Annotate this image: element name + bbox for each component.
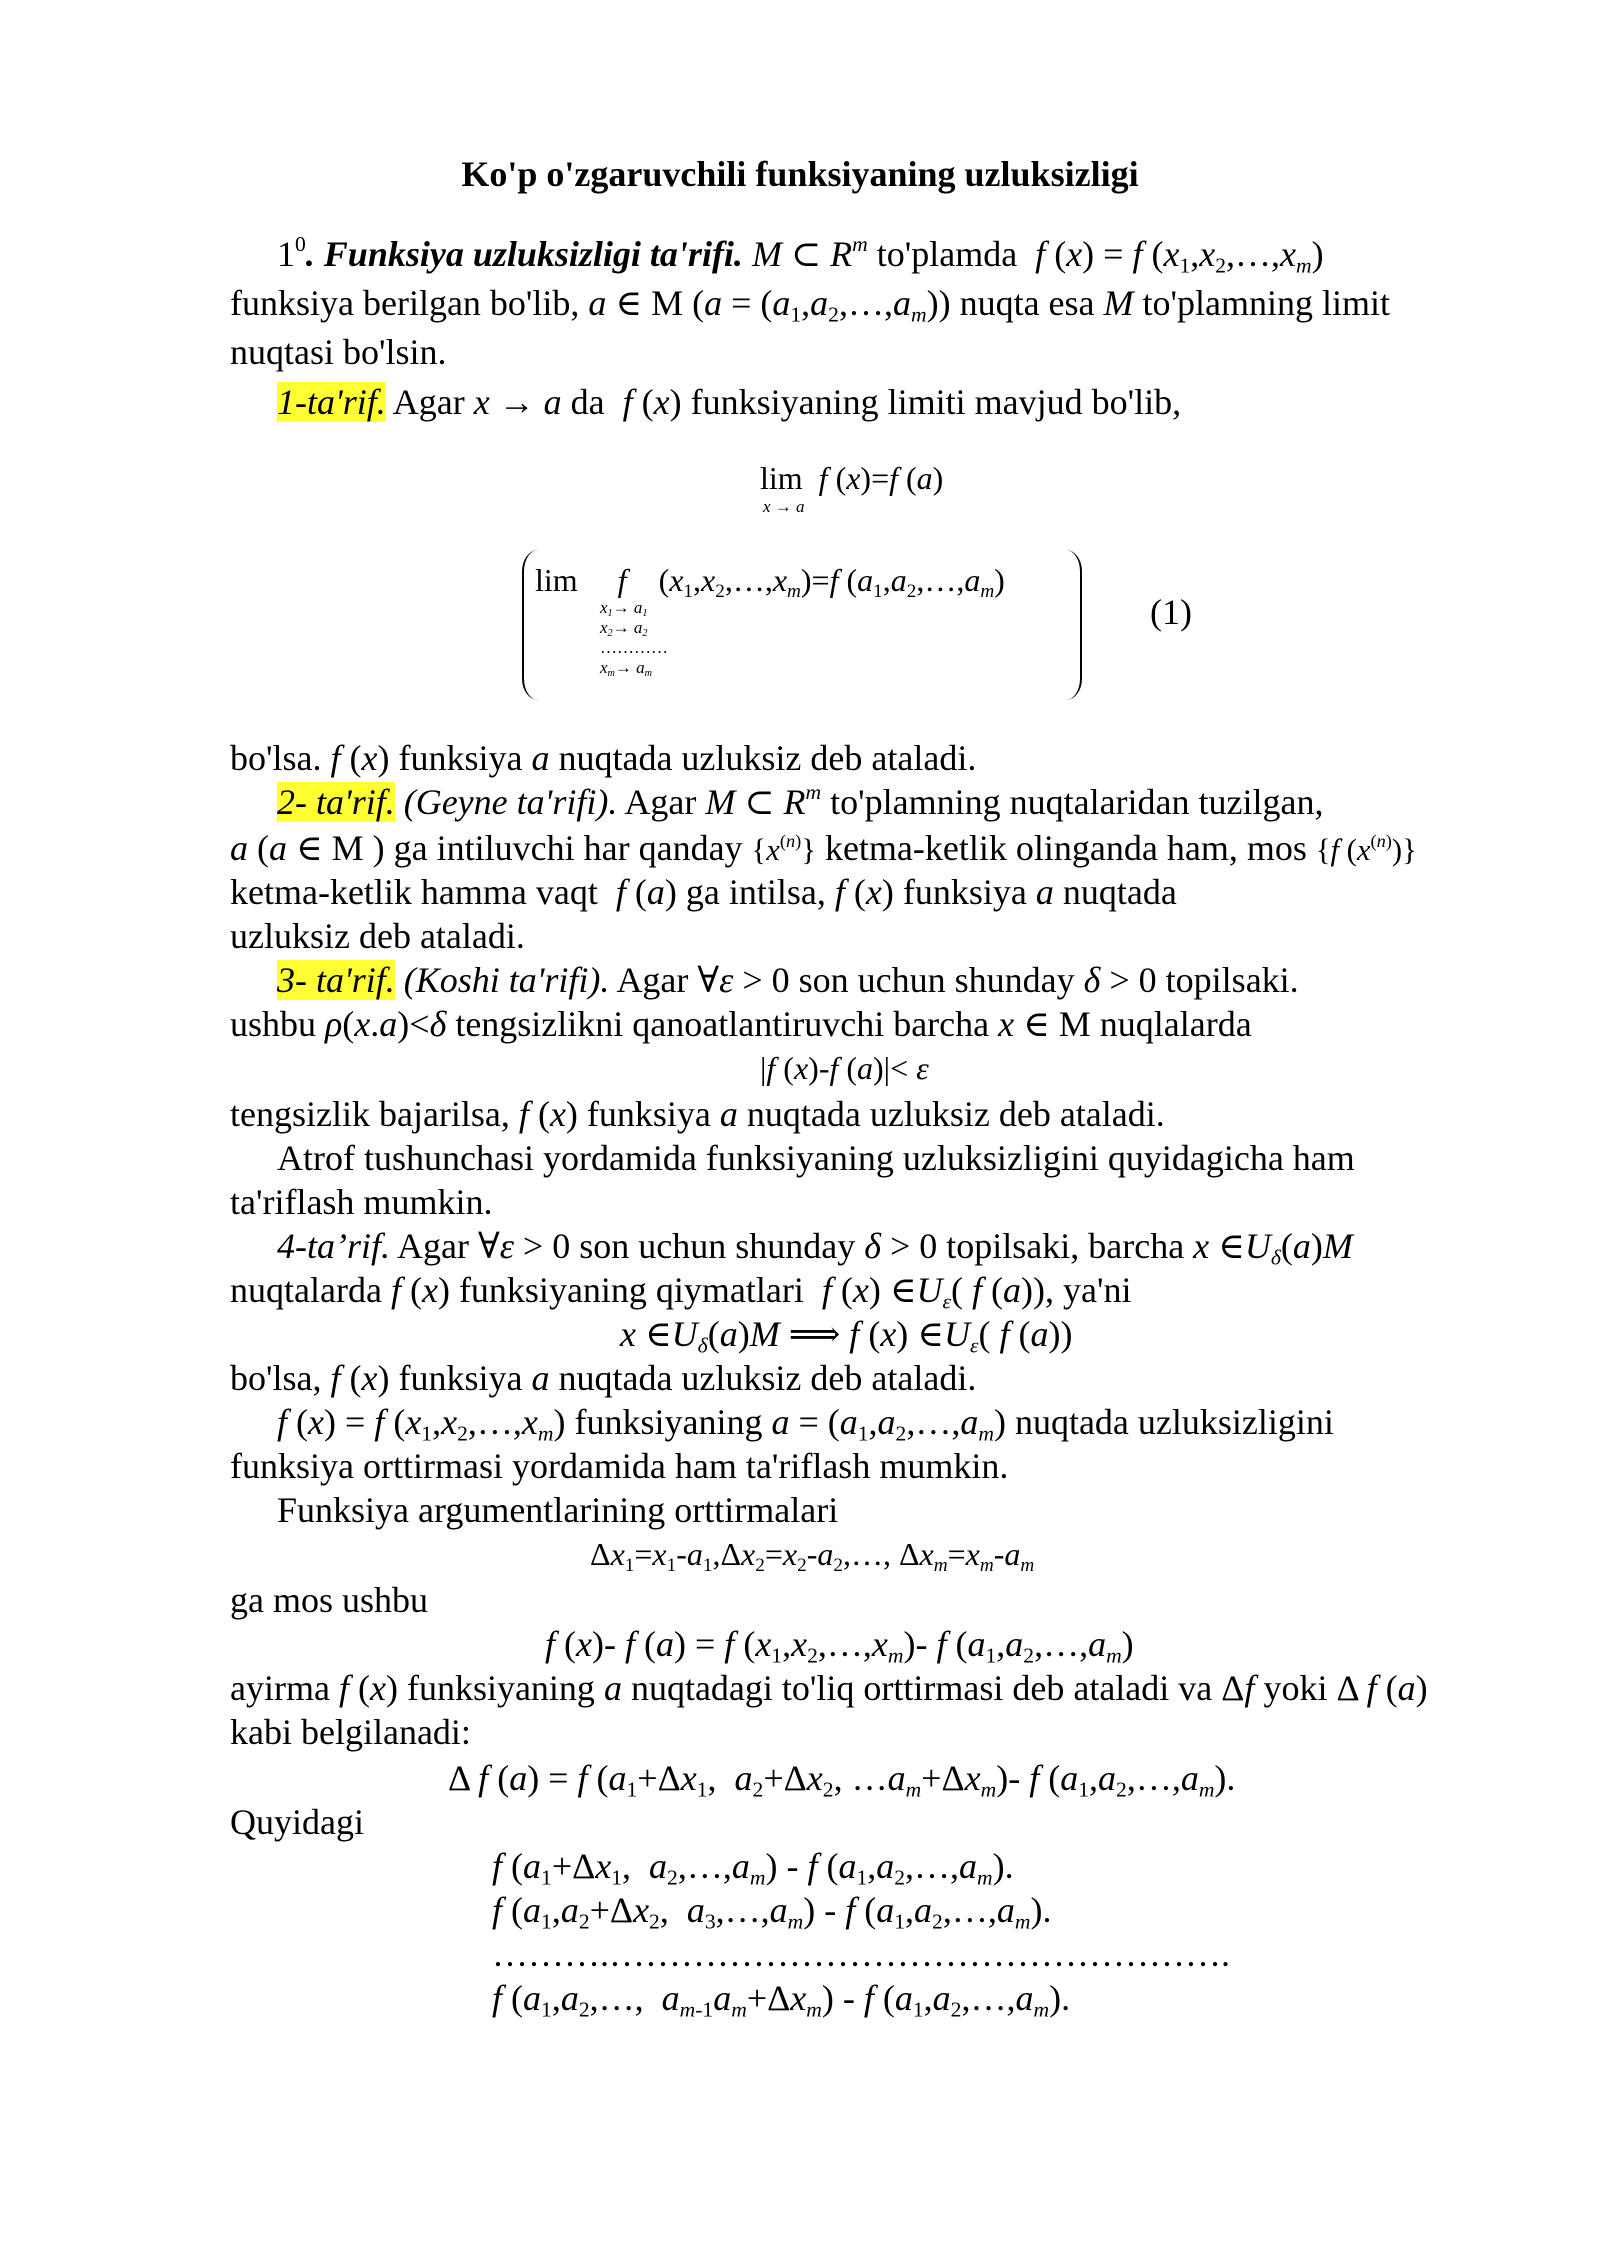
increment-line-2: funksiya orttirmasi yordamida ham ta'riflash mumkin. bbox=[230, 1446, 1009, 1486]
total-increment-formula: Δ f (a) = f ($a_1+\Delta x_1$, $a_2+\Delta x_2$, $\dots a_m+\Delta x_m)-$ f $(a_1,a_2,\dots,a_m)$. bbox=[448, 1758, 1236, 1802]
atrof-line-2: ta'riflash mumkin. bbox=[230, 1182, 493, 1222]
section-superscript: 0 bbox=[295, 231, 306, 256]
def4-text: Agar bbox=[397, 1226, 469, 1266]
def4-text: bo'lsa, bbox=[230, 1358, 322, 1398]
page-title: Ko'p o'zgaruvchili funksiyaning uzluksizligi bbox=[461, 154, 1139, 194]
def4-text: topilsaki, barcha bbox=[946, 1226, 1185, 1266]
section-line-3: nuqtasi bo'lsin. bbox=[230, 332, 447, 372]
section-number: 1 bbox=[277, 234, 295, 274]
increment-line-5: ayirma f (x) funksiyaning a nuqtadagi to'liq orttirmasi deb ataladi va Δf yoki Δ f (a) bbox=[230, 1668, 1428, 1708]
definition-3-line: 3- ta'rif. (Koshi ta'rifi). Agar ∀ε > 0 son uchun shunday δ > 0 topilsaki. bbox=[277, 960, 1299, 1000]
def4-text: nuqtada uzluksiz deb ataladi. bbox=[558, 1358, 977, 1398]
section-line-2: funksiya berilgan bo'lib, a ∈ M $(a = (a_1,a_2,\dots,a_m))$ nuqta esa M to'plamning limit bbox=[230, 283, 1390, 327]
definition-1-label: 1-ta'rif. bbox=[277, 382, 386, 422]
def3-text: tengsizlik bajarilsa, bbox=[230, 1094, 510, 1134]
definition-2-name: (Geyne ta'rifi). bbox=[403, 782, 618, 822]
definition-4-line-2: nuqtalarda f (x) funksiyaning qiymatlari f (x) $\in U_\varepsilon$( f (a)), ya'ni bbox=[230, 1270, 1132, 1314]
def1-text: funksiyaning limiti mavjud bo'lib, bbox=[690, 382, 1182, 422]
increment-text: funksiyaning bbox=[406, 1668, 595, 1708]
def2-text: Agar bbox=[624, 782, 697, 822]
def3-text: funksiya bbox=[586, 1094, 711, 1134]
increment-text: nuqtada uzluksizligini bbox=[1014, 1402, 1334, 1442]
def3-text: topilsaki. bbox=[1165, 960, 1299, 1000]
section-text: to'plamning limit bbox=[1142, 283, 1390, 323]
section-intro-tail: to'plamda bbox=[876, 234, 1018, 274]
increment-text: ayirma bbox=[230, 1668, 330, 1708]
equation-number: (1) bbox=[1150, 592, 1192, 632]
def1-text: Agar bbox=[392, 382, 465, 422]
def3-text: ushbu bbox=[230, 1004, 317, 1044]
def2-text: ga intilsa, bbox=[685, 872, 826, 912]
argument-increments: $\Delta x_1=x_1-a_1,\Delta x_2=x_2-a_2,\dots$, $\Delta x_m=x_m-a_m$ bbox=[590, 1536, 1035, 1576]
definition-3-label: 3- ta'rif. bbox=[277, 960, 395, 1000]
limit-subscript-lines: $x_1\to a_1$ $x_2\to a_2$ ………… $x_m\to a_m$ bbox=[600, 598, 668, 680]
def2-text: ketma-ketlik hamma vaqt bbox=[230, 872, 598, 912]
increment-text: nuqtadagi to'liq orttirmasi deb ataladi va bbox=[630, 1668, 1213, 1708]
def1-text: da bbox=[570, 382, 605, 422]
def2-text: ketma-ketlik olinganda ham, mos bbox=[824, 828, 1307, 868]
definition-2-line-4: uzluksiz deb ataladi. bbox=[230, 916, 525, 956]
multi-limit-formula: lim f $(x_1,x_2,\dots,x_m)=f$ $(a_1,a_2,\dots,a_m)$ bbox=[535, 562, 1005, 602]
def4-text: funksiyaning qiymatlari bbox=[458, 1270, 804, 1310]
partial-increment-2: f ($a_1,a_2+\Delta x_2$, $a_3,\dots,a_m$) - f $(a_1,a_2,\dots,a_m)$. bbox=[492, 1890, 1052, 1934]
definition-2-line: 2- ta'rif. (Geyne ta'rifi). Agar M ⊂ $R^m$ to'plamning nuqtalaridan tuzilgan, bbox=[277, 779, 1324, 822]
def3-text: nuqtada uzluksiz deb ataladi. bbox=[746, 1094, 1165, 1134]
def1-text: bo'lsa. bbox=[230, 738, 322, 778]
def4-text: funksiya bbox=[398, 1358, 523, 1398]
definition-4-label: 4-ta’rif. bbox=[277, 1226, 390, 1266]
increment-line-4: ga mos ushbu bbox=[230, 1580, 428, 1620]
definition-3-line-3: tengsizlik bajarilsa, f (x) funksiya a nuqtada uzluksiz deb ataladi. bbox=[230, 1094, 1165, 1134]
def3-text: Agar bbox=[616, 960, 689, 1000]
section-text: funksiya berilgan bo'lib, bbox=[230, 283, 580, 323]
definition-2-line-2: a (a ∈ M ) ga intiluvchi har qanday $\{x^{(n)}\}$ ketma-ketlik olinganda ham, mos {f $(x^{(n)})$} bbox=[230, 828, 1417, 868]
def2-text: ga intiluvchi har qanday bbox=[393, 828, 743, 868]
definition-3-line-2: ushbu ρ(x.a)<δ tengsizlikni qanoatlantiruvchi barcha x ∈ M nuqlalarda bbox=[230, 1004, 1252, 1044]
def2-text: to'plamning nuqtalaridan tuzilgan, bbox=[830, 782, 1324, 822]
def4-text: , ya'ni bbox=[1045, 1270, 1132, 1310]
increment-line-6: kabi belgilanadi: bbox=[230, 1712, 471, 1752]
definition-1-line: 1-ta'rif. Agar x → a da f (x) funksiyaning limiti mavjud bo'lib, bbox=[277, 382, 1182, 422]
epsilon-inequality: |f (x)-f (a)|< ε bbox=[760, 1050, 929, 1086]
partial-increment-m: f ($a_1,a_2,\dots$, $a_{m-1}a_m+\Delta x_m) - f$ $(a_1,a_2,\dots,a_m)$. bbox=[492, 1978, 1071, 2022]
def3-text: tengsizlikni qanoatlantiruvchi barcha bbox=[455, 1004, 990, 1044]
definition-4-line-4: bo'lsa, f (x) funksiya a nuqtada uzluksiz deb ataladi. bbox=[230, 1358, 977, 1398]
def1-text: nuqtada uzluksiz deb ataladi. bbox=[558, 738, 977, 778]
partial-increment-1: f ($a_1+\Delta x_1$, $a_2,\dots,a_m$) - f $(a_1,a_2,\dots,a_m)$. bbox=[492, 1846, 1014, 1890]
right-parenthesis bbox=[1066, 550, 1082, 700]
dots-separator: ……….……………………………………………. bbox=[492, 1934, 1230, 1974]
atrof-line-1: Atrof tushunchasi yordamida funksiyaning uzluksizligini quyidagicha ham bbox=[277, 1138, 1355, 1178]
increment-line-7: Quyidagi bbox=[230, 1802, 364, 1842]
section-text: nuqta esa bbox=[959, 283, 1095, 323]
increment-text: funksiyaning bbox=[574, 1402, 763, 1442]
limit-subscript: x → a bbox=[763, 497, 805, 516]
definition-2-line-3: ketma-ketlik hamma vaqt f (a) ga intilsa, f (x) funksiya a nuqtada bbox=[230, 872, 1177, 912]
definition-4-line: 4-ta’rif. Agar ∀ε > 0 son uchun shunday δ > 0 topilsaki, barcha x $\in U_\delta(a)M$ bbox=[277, 1226, 1353, 1270]
definition-3-name: (Koshi ta'rifi). bbox=[403, 960, 610, 1000]
difference-formula: f (x)- f (a) = f $(x_1,x_2,\dots,x_m)-$ f $(a_1,a_2,\dots,a_m)$ bbox=[545, 1624, 1134, 1668]
definition-1-conclusion: bo'lsa. f (x) funksiya a nuqtada uzluksiz deb ataladi. bbox=[230, 738, 977, 778]
def3-text: son uchun shunday bbox=[798, 960, 1075, 1000]
section-heading-line: $1^0$. Funksiya uzluksizligi ta'rifi. M ⊂ $R^m$ to'plamda f (x) = f $(x_1,x_2,\dots,x_m)$ bbox=[277, 231, 1324, 278]
increment-text: yoki bbox=[1263, 1668, 1328, 1708]
definition-2-label: 2- ta'rif. bbox=[277, 782, 395, 822]
def1-text: funksiya bbox=[398, 738, 523, 778]
def4-text: son uchun shunday bbox=[579, 1226, 856, 1266]
increment-line-3: Funksiya argumentlarining orttirmalari bbox=[277, 1490, 839, 1530]
limit-formula: lim f (x)=f (a) bbox=[760, 460, 944, 496]
def2-text: nuqtada bbox=[1062, 872, 1177, 912]
def3-text: nuqlalarda bbox=[1099, 1004, 1252, 1044]
neighborhood-implication: x $\in U_\delta(a)M$ ⟹ f (x) $\in U_\varepsilon$( f (a)) bbox=[620, 1314, 1073, 1358]
def4-text: nuqtalarda bbox=[230, 1270, 382, 1310]
def2-text: funksiya bbox=[902, 872, 1027, 912]
increment-line-1: f (x) = f $(x_1,x_2,\dots,x_m)$ funksiyaning $a = (a_1,a_2,\dots,a_m)$ nuqtada uzluksizligini bbox=[277, 1402, 1334, 1446]
section-heading: . Funksiya uzluksizligi ta'rifi. bbox=[305, 234, 743, 274]
